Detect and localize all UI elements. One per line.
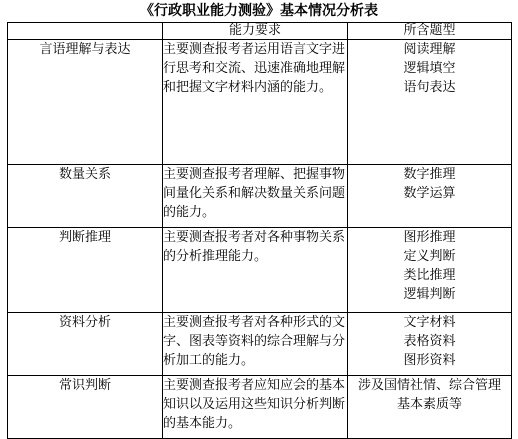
header-types: 所含题型 bbox=[348, 23, 512, 40]
types-cell bbox=[348, 165, 512, 228]
requirement-cell: 主要测查报考者对各种形式的文字、图表等资料的综合理解与分析加工的能力。 bbox=[163, 313, 348, 376]
header-row bbox=[8, 23, 512, 40]
types-cell bbox=[348, 40, 512, 165]
requirement-cell: 主要测查报考者对各种事物关系的分析推理能力。 bbox=[163, 228, 348, 313]
table-row bbox=[8, 40, 512, 165]
requirement-cell: 主要测查报考者理解、把握事物间量化关系和解决数量关系问题的能力。 bbox=[163, 165, 348, 228]
types-cell bbox=[348, 228, 512, 313]
type-item: 表格资料 bbox=[403, 334, 456, 349]
category-cell: 常识判断 bbox=[8, 376, 163, 439]
header-requirement: 能力要求 bbox=[163, 23, 348, 40]
type-item: 基本素质等 bbox=[396, 397, 462, 412]
category-cell: 数量关系 bbox=[8, 165, 163, 228]
category-cell: 言语理解与表达 bbox=[8, 40, 163, 165]
type-item: 数字推理 bbox=[403, 167, 456, 182]
analysis-table bbox=[7, 22, 512, 439]
types-cell bbox=[348, 313, 512, 376]
requirement-cell: 主要测查报考者应知应会的基本知识以及运用这些知识分析判断的基本能力。 bbox=[163, 376, 348, 439]
requirement-cell: 主要测查报考者运用语言文字进行思考和交流、迅速准确地理解和把握文字材料内涵的能力。 bbox=[163, 40, 348, 165]
table-row bbox=[8, 313, 512, 376]
table-row bbox=[8, 228, 512, 313]
category-cell: 资料分析 bbox=[8, 313, 163, 376]
type-item: 文字材料 bbox=[403, 315, 456, 330]
type-item: 语句表达 bbox=[403, 80, 456, 95]
table-row bbox=[8, 165, 512, 228]
type-item: 图形资料 bbox=[403, 353, 456, 368]
type-item: 定义判断 bbox=[403, 249, 456, 264]
type-item: 图形推理 bbox=[403, 230, 456, 245]
type-item: 逻辑填空 bbox=[403, 61, 456, 76]
type-item: 阅读理解 bbox=[403, 42, 456, 57]
table-row bbox=[8, 376, 512, 439]
category-cell: 判断推理 bbox=[8, 228, 163, 313]
header-category bbox=[8, 23, 163, 40]
type-item: 数学运算 bbox=[403, 186, 456, 201]
types-cell bbox=[348, 376, 512, 439]
type-item: 逻辑判断 bbox=[403, 287, 456, 302]
type-item: 类比推理 bbox=[403, 268, 456, 283]
table-title: 《行政职业能力测验》基本情况分析表 bbox=[140, 3, 378, 19]
type-item: 涉及国情社情、综合管理 bbox=[357, 378, 501, 393]
